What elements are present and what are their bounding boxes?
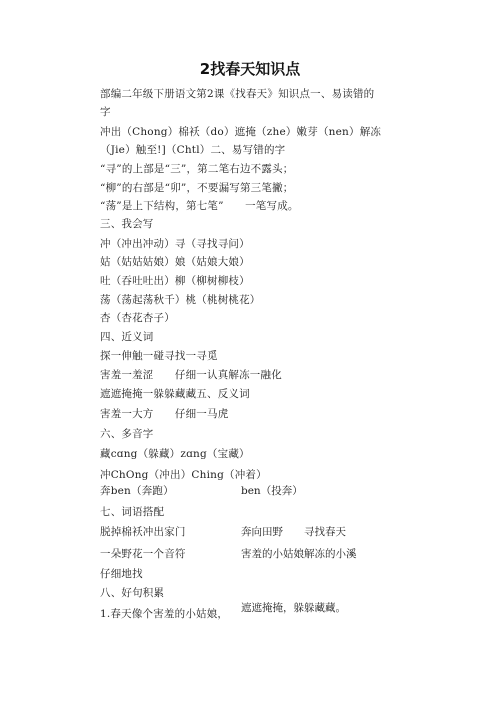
- text-line: 害羞一羞涩 仔细一认真解冻一融化: [100, 369, 282, 381]
- text-line: 杏（杏花杏子）: [100, 312, 175, 324]
- text-line: 荡（荡起荡秋千）桃（桃树桃花）: [100, 294, 261, 306]
- text-line: 吐（吞吐吐出）柳（柳树柳枝）: [100, 275, 250, 287]
- text-line-right: 奔向田野 寻找春天: [241, 526, 346, 538]
- section-heading: 四、近义词: [100, 331, 154, 343]
- text-line: “荡”是上下结构，第七笔” 一笔写成。: [100, 200, 299, 212]
- text-line: 冲（冲出冲动）寻（寻找寻问）: [100, 238, 250, 250]
- text-line: 1.春天像个害羞的小姑娘，: [100, 608, 229, 620]
- text-line: （Jie）触至!]（Chtl）二、易写错的字: [100, 144, 286, 156]
- text-line: 脱掉棉袄冲出家门: [100, 526, 186, 538]
- text-line: 字: [100, 106, 111, 118]
- text-line: 冲出（Chong）棉袄（do）遮掩（zhe）嫩芽（nen）解冻: [100, 126, 382, 138]
- text-line: 部编二年级下册语文第2课《找春天》知识点一、易读错的: [100, 88, 375, 100]
- text-line: “寻”的上部是“三”，第二笔右边不露头；: [100, 163, 294, 175]
- text-line: 姑（姑姑姑娘）娘（姑娘大娘）: [100, 256, 250, 268]
- text-line: 一朵野花一个音符: [100, 548, 186, 560]
- text-line: 奔ben（奔跑）: [100, 485, 174, 497]
- text-line: 冲ChOng（冲出）Ching（冲着）: [100, 469, 267, 481]
- text-line: “柳”的右部是“卯”，不要漏写第三笔撇；: [100, 182, 294, 194]
- section-heading: 六、多音字: [100, 428, 154, 440]
- text-line-right: 遮遮掩掩，躲躲藏藏。: [241, 602, 346, 614]
- text-line: 探一伸触一碰寻找一寻觅: [100, 350, 218, 362]
- text-line: 遮遮掩掩一躲躲藏藏五、反义词: [100, 388, 250, 400]
- text-line: 害羞一大方 仔细一马虎: [100, 408, 229, 420]
- text-line: 藏cɑng（躲藏）zɑng（宝藏）: [100, 448, 250, 460]
- section-heading: 八、好句积累: [100, 587, 165, 599]
- section-heading: 三、我会写: [100, 218, 154, 230]
- text-line: 仔细地找: [100, 568, 143, 580]
- text-line-right: ben（投奔）: [241, 485, 303, 497]
- document-title: 2找春天知识点: [199, 60, 301, 78]
- text-line-right: 害羞的小姑娘解冻的小溪: [241, 548, 357, 560]
- section-heading: 七、词语搭配: [100, 506, 165, 518]
